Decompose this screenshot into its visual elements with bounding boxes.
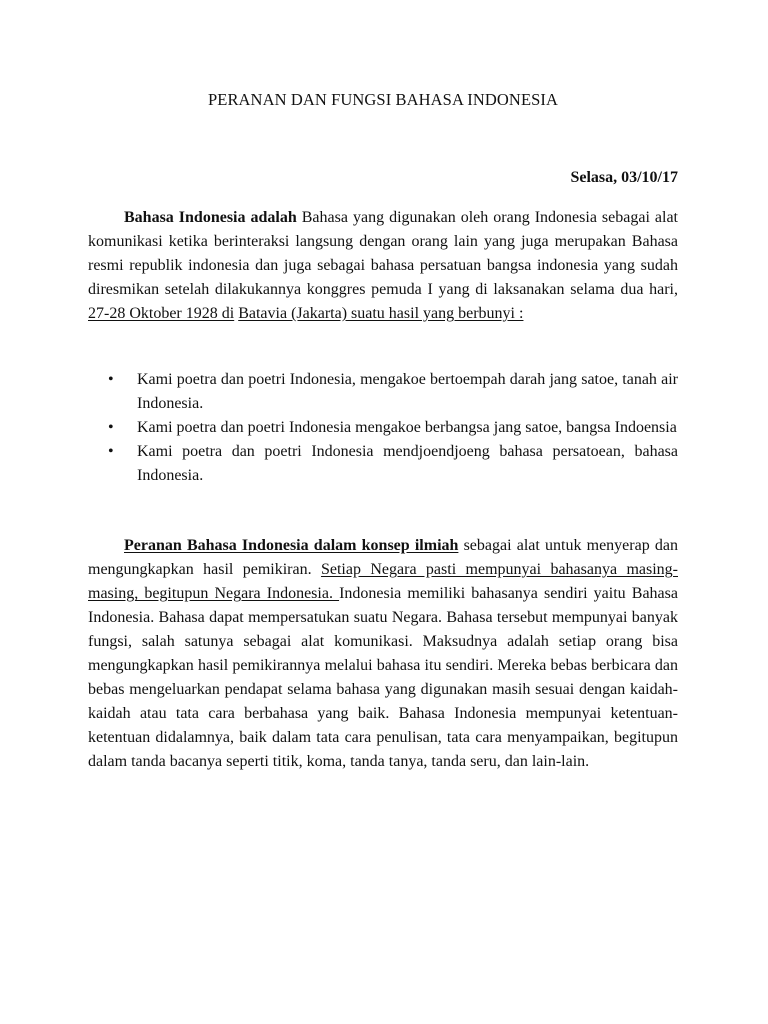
list-item (108, 440, 678, 488)
document-date: Selasa, 03/10/17 (570, 169, 678, 186)
list-item-text: Kami poetra dan poetri Indonesia, mengakoe bertoempah darah jang satoe, tanah air Indonesia. (137, 371, 678, 412)
list-item (108, 416, 678, 440)
congress-place: Batavia (Jakarta) suatu hasil yang berbunyi : (238, 305, 524, 322)
paragraph-role (88, 534, 678, 774)
role-text-b: Indonesia memiliki bahasanya sendiri yaitu Bahasa Indonesia. Bahasa dapat mempersatukan suatu Negara. Bahasa tersebut mempunyai banyak fungsi, salah satunya sebagai alat komunikasi. Maksudnya adalah setiap orang bisa mengungkapkan hasil pemikirannya melalui bahasa itu sendiri. Mereka bebas berbicara dan bebas mengeluarkan pendapat selama bahasa yang digunakan masih sesuai dengan kaidah-kaidah atau tata cara berbahasa yang baik. Bahasa Indonesia mempunyai ketentuan-ketentuan didalamnya, baik dalam tata cara penulisan, tata cara menyampaikan, begitupun dalam tanda bacanya seperti titik, koma, tanda tanya, tanda seru, dan lain-lain. (88, 585, 678, 770)
document-page (88, 0, 678, 1024)
role-lead: Peranan Bahasa Indonesia dalam konsep ilmiah (124, 537, 459, 554)
role-underlined-text: Setiap Negara pasti mempunyai bahasanya masing-masing, begitupun Negara Indonesia. (88, 561, 678, 602)
definition-text: Bahasa yang digunakan oleh orang Indonesia sebagai alat komunikasi ketika berinteraksi langsung dengan orang lain yang juga merupakan Bahasa resmi republik indonesia dan juga sebagai bahasa persatuan bangsa indonesia yang sudah diresmikan setelah dilakukannya konggres pemuda I yang di laksanakan selama dua hari, (88, 209, 679, 298)
bullet-icon: • (108, 443, 114, 460)
list-item-text: Kami poetra dan poetri Indonesia mendjoendjoeng bahasa persatoean, bahasa Indonesia. (137, 443, 678, 484)
document-title: PERANAN DAN FUNGSI BAHASA INDONESIA (207, 90, 559, 109)
role-text-a: sebagai alat untuk menyerap dan mengungkapkan hasil pemikiran. (88, 537, 678, 578)
list-item-text: Kami poetra dan poetri Indonesia mengakoe berbangsa jang satoe, bangsa Indoensia (137, 419, 677, 436)
definition-lead: Bahasa Indonesia adalah (124, 209, 297, 226)
congress-date: 27-28 Oktober 1928 di (88, 305, 235, 322)
paragraph-definition (88, 206, 678, 326)
bullet-icon: • (108, 371, 114, 388)
sumpah-pemuda-list (108, 368, 678, 488)
bullet-icon: • (108, 419, 114, 436)
list-item (108, 368, 678, 416)
